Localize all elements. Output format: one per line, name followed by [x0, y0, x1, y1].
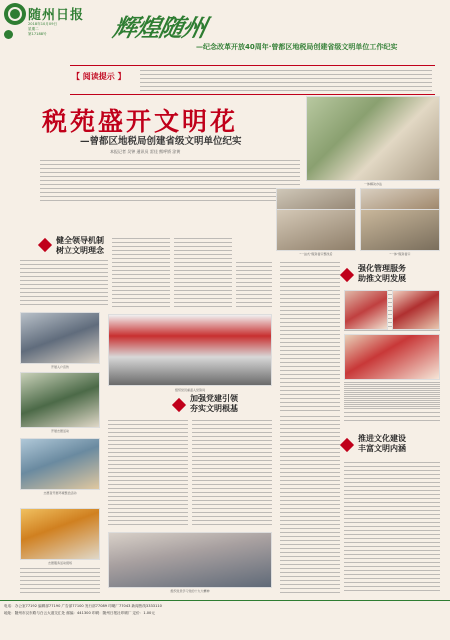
photo-left-4 — [20, 508, 100, 560]
byline: 本报记者 吴钟 通讯员 雷佳 熊呼娇 涂黄 — [110, 149, 181, 154]
photo-left-3 — [20, 438, 100, 490]
tip-text — [140, 70, 432, 92]
footer-rule — [0, 600, 450, 601]
section-title-4: 推进文化建设 丰富文明内涵 — [358, 434, 406, 453]
anniversary-headline: —纪念改革开放40周年·曾都区地税局创建省级文明单位工作纪实 — [196, 43, 398, 51]
main-title: 税苑盛开文明花 — [42, 107, 239, 136]
section-1-text-col-3 — [174, 238, 232, 308]
photo-right-3 — [344, 334, 440, 380]
photo-center-1 — [108, 314, 272, 386]
intro-text — [40, 160, 300, 204]
paper-title: 随州日报 — [28, 8, 85, 23]
section-3-text-col-1 — [108, 420, 188, 528]
caption-left-3: 志愿者开展环境整治活动 — [43, 491, 77, 495]
section-1-text-col-4 — [236, 262, 272, 308]
issue-weekday: 星期二 — [28, 27, 39, 31]
photo-right-2 — [392, 290, 440, 330]
section-marker-icon — [340, 438, 354, 452]
left-text-bottom — [20, 568, 100, 594]
caption-center-2: 组织党员学习党的十九大精神 — [170, 589, 210, 593]
section-marker-icon — [38, 238, 52, 252]
section-marker-icon — [340, 268, 354, 282]
caption-mid-1: “一站式”服务窗口整改后 — [299, 252, 333, 256]
section-2-text-col-1 — [280, 262, 340, 412]
caption-top-right: 一体解决办法 — [363, 182, 382, 186]
section-4-text-col-1 — [280, 416, 340, 594]
photo-mid-3 — [276, 209, 356, 251]
section-title-1: 健全领导机制 树立文明理念 — [56, 236, 104, 255]
paper-logo — [4, 3, 26, 25]
caption-center-1: 组织党员重温入党誓词 — [174, 388, 205, 392]
section-title-2: 强化管理服务 助推文明发展 — [358, 264, 406, 283]
sub-title: —曾都区地税局创建省级文明单位纪实 — [80, 136, 242, 147]
masthead — [0, 0, 450, 62]
footer-line-1: 电话：办公室77192 编辑部77190 广告部77100 发行部77089 印刷厂77043 新闻热线3333110 — [4, 604, 162, 608]
slogan-calligraphy: 辉煌随州 — [110, 13, 209, 42]
photo-center-2 — [108, 532, 272, 588]
tip-box — [70, 65, 435, 95]
issue-date: 2018年10月09日 — [28, 22, 58, 26]
page-number-badge — [4, 30, 13, 39]
photo-right-1 — [344, 290, 388, 330]
section-3-text-col-2 — [192, 420, 272, 528]
caption-left-4: 志愿服务活动现场 — [47, 561, 72, 565]
section-1-text-col-2 — [112, 238, 170, 308]
section-4-text-col-2 — [344, 462, 440, 594]
section-marker-icon — [172, 398, 186, 412]
section-title-3: 加强党建引领 夯实文明根基 — [190, 394, 238, 413]
photo-left-2 — [20, 372, 100, 428]
photo-top-right — [306, 96, 440, 181]
caption-left-2: 开展志愿活动 — [50, 429, 69, 433]
photo-mid-4 — [360, 209, 440, 251]
section-2-text-cont — [344, 384, 440, 424]
logo-ring-icon — [8, 7, 22, 21]
caption-mid-2: “一体”服务窗口 — [389, 252, 411, 256]
section-1-text-col-1 — [20, 260, 108, 308]
tip-label: 【 阅读提示 】 — [72, 72, 126, 81]
issue-number: 第17188号 — [28, 32, 47, 36]
photo-left-1 — [20, 312, 100, 364]
caption-left-1: 开展入户宣传 — [50, 365, 69, 369]
footer-line-2: 地址：随州市汉东路与白云大道交汇处 邮编：441300 印刷：随州日报社印刷厂 定价：1.00元 — [4, 611, 155, 615]
